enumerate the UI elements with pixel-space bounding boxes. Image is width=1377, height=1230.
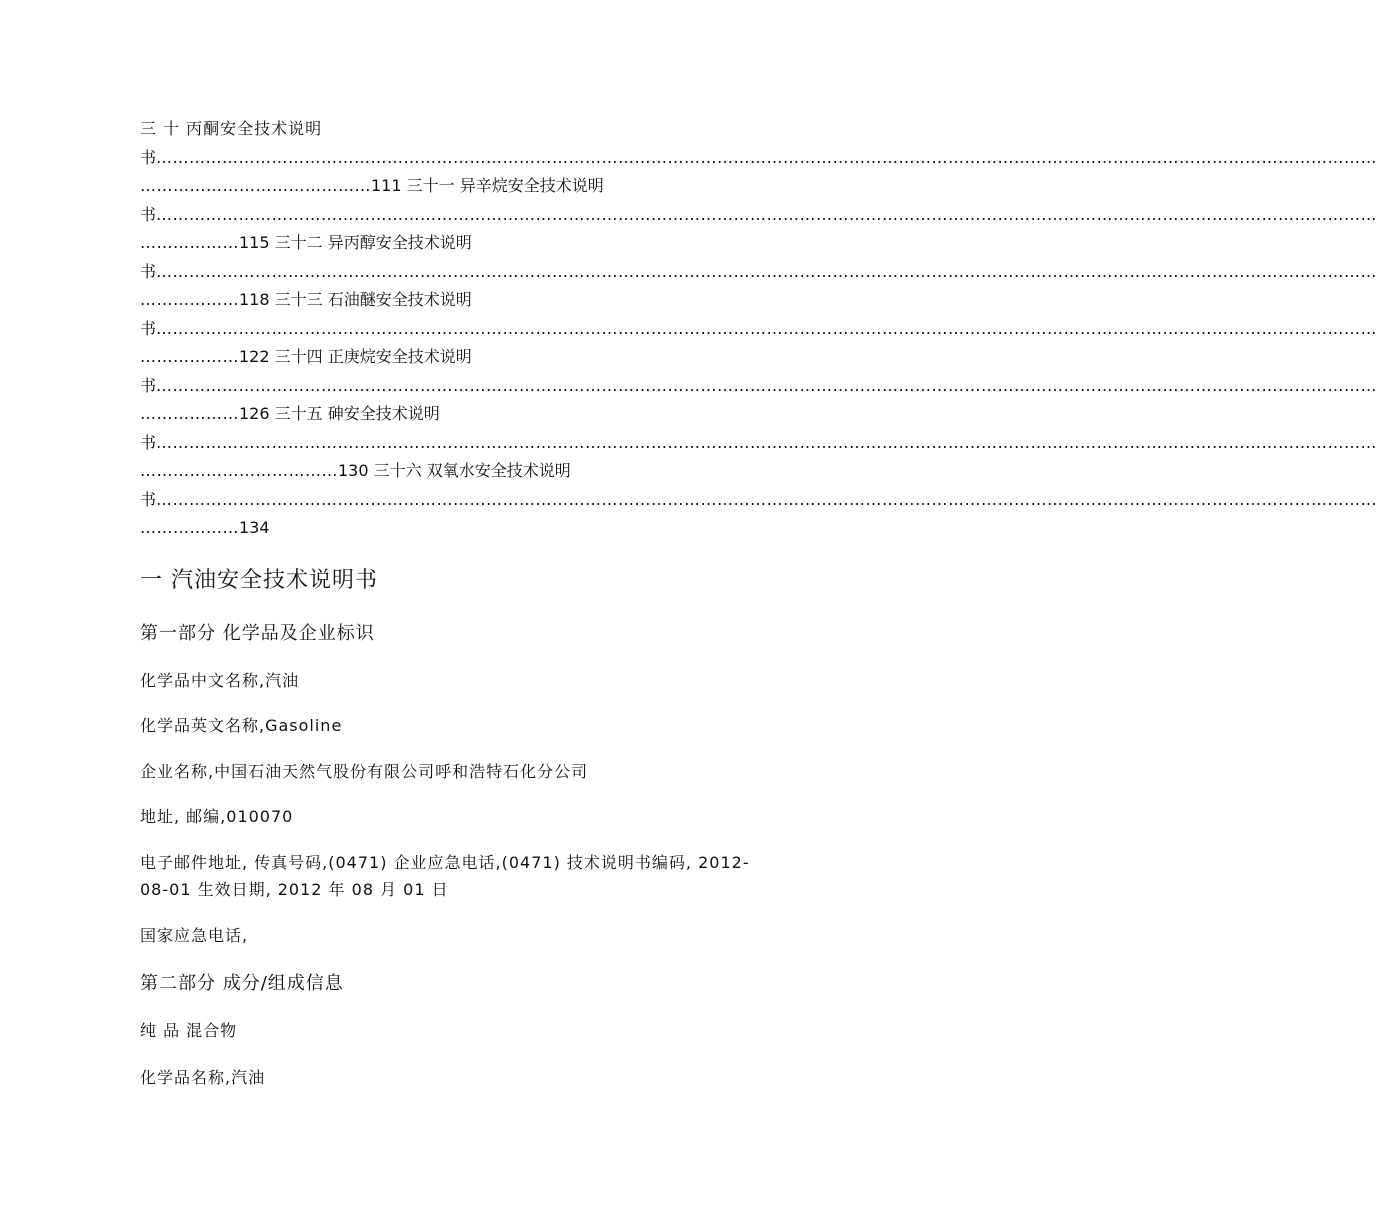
toc-entry-text: 126 三十五 砷安全技术说明 xyxy=(239,404,440,423)
toc-entry-31[interactable] xyxy=(140,175,812,197)
toc-entry-35[interactable] xyxy=(140,403,812,425)
contact-info-line1: 电子邮件地址, 传真号码,(0471) 企业应急电话,(0471) 技术说明书编码, 2012- xyxy=(140,853,750,872)
toc-shu: 书 xyxy=(140,148,157,167)
contact-info-line2: 08-01 生效日期, 2012 年 08 月 01 日 xyxy=(140,880,449,899)
toc-entry-text: 111 三十一 异辛烷安全技术说明 xyxy=(371,176,604,195)
toc-dots: ……………… xyxy=(140,404,239,423)
address-postcode: 地址, 邮编,010070 xyxy=(140,807,294,826)
toc-entry-end[interactable] xyxy=(140,517,812,539)
toc-shu: 书 xyxy=(140,319,157,338)
toc-entry-33[interactable] xyxy=(140,289,812,311)
toc-dots: …………………………………………………………………………………………………………………………………………………………………………………………………… xyxy=(156,490,1377,509)
toc-dots: ……………………………… xyxy=(140,461,338,480)
toc-dots: ……………… xyxy=(140,233,239,252)
toc-entry-text: 122 三十四 正庚烷安全技术说明 xyxy=(239,347,472,366)
chemical-name: 化学品名称,汽油 xyxy=(140,1068,266,1087)
toc-leader-line xyxy=(140,489,1377,511)
toc-shu: 书 xyxy=(140,205,157,224)
toc-entry-text: 130 三十六 双氧水安全技术说明 xyxy=(338,461,571,480)
toc-entry-32[interactable] xyxy=(140,232,812,254)
toc-entry-text: 115 三十二 异丙醇安全技术说明 xyxy=(239,233,472,252)
chemical-en-name: 化学品英文名称,Gasoline xyxy=(140,716,343,735)
toc-entry-30-title: 三 十 丙酮安全技术说明 xyxy=(140,119,323,138)
toc-dots: …………………………………………………………………………………………………………………………………………………………………………………………………… xyxy=(156,319,1377,338)
toc-shu: 书 xyxy=(140,490,157,509)
toc-entry-36[interactable] xyxy=(140,460,812,482)
toc-leader-line xyxy=(140,261,1377,283)
part1-heading: 第一部分 化学品及企业标识 xyxy=(140,623,375,644)
toc-page-number: 134 xyxy=(239,518,270,537)
toc-entry-text: 118 三十三 石油醚安全技术说明 xyxy=(239,290,472,309)
toc-dots: …………………………………………………………………………………………………………………………………………………………………………………………………… xyxy=(156,148,1377,167)
toc-shu: 书 xyxy=(140,433,157,452)
toc-leader-line xyxy=(140,375,1377,397)
toc-entry-34[interactable] xyxy=(140,346,812,368)
chemical-cn-name: 化学品中文名称,汽油 xyxy=(140,671,300,690)
toc-leader-line xyxy=(140,147,1377,169)
toc-dots: …………………………………… xyxy=(140,176,371,195)
toc-leader-line xyxy=(140,204,1377,226)
toc-shu: 书 xyxy=(140,376,157,395)
part2-heading: 第二部分 成分/组成信息 xyxy=(140,973,344,994)
toc-dots: …………………………………………………………………………………………………………………………………………………………………………………………………… xyxy=(156,376,1377,395)
toc-dots: …………………………………………………………………………………………………………………………………………………………………………………………………… xyxy=(156,205,1377,224)
toc-shu: 书 xyxy=(140,262,157,281)
toc-dots: ……………… xyxy=(140,347,239,366)
toc-dots: ……………… xyxy=(140,290,239,309)
section-title: 一 汽油安全技术说明书 xyxy=(140,568,378,593)
company-name: 企业名称,中国石油天然气股份有限公司呼和浩特石化分公司 xyxy=(140,762,589,781)
national-emergency-phone: 国家应急电话, xyxy=(140,926,249,945)
toc-leader-line xyxy=(140,318,1377,340)
toc-dots: …………………………………………………………………………………………………………………………………………………………………………………………………… xyxy=(156,433,1377,452)
pure-or-mixture: 纯 品 混合物 xyxy=(140,1021,238,1040)
toc-dots: ……………… xyxy=(140,518,239,537)
toc-dots: …………………………………………………………………………………………………………………………………………………………………………………………………… xyxy=(156,262,1377,281)
toc-leader-line xyxy=(140,432,1377,454)
